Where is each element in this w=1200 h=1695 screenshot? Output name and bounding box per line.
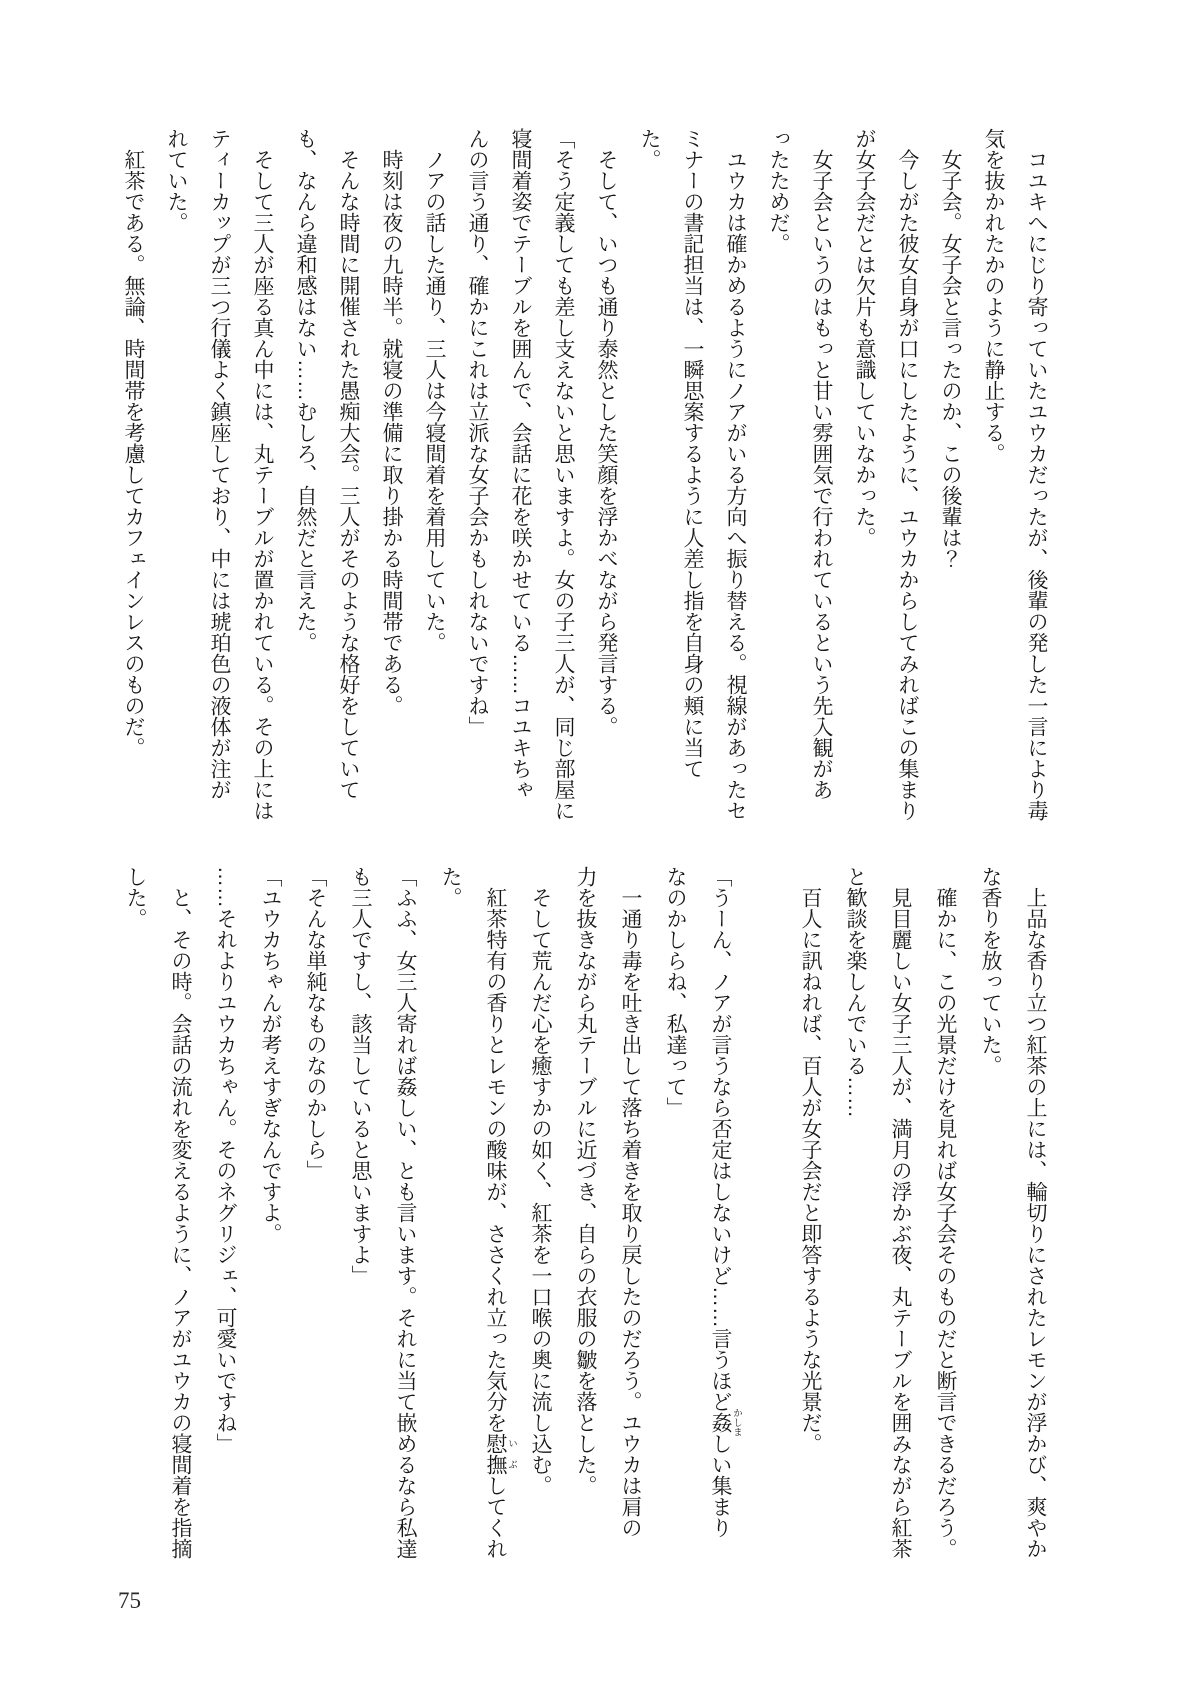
text-line: そして、いつも通り泰然とした笑顔を浮かべながら発言する。 xyxy=(595,128,618,737)
text-line: 一通り毒を吐き出して落ち着きを取り戻したのだろう。ユウカは肩の xyxy=(619,866,642,1538)
text-line: 力を抜きながら丸テーブルに近づき、自らの衣服の皺を落とした。 xyxy=(574,866,597,1496)
text-line xyxy=(743,866,788,1566)
text-line: 「うーん、ノアが言うなら否定はしないけど……言うほど姦 かしましい集まり xyxy=(709,866,742,1538)
text-block-bottom xyxy=(113,866,1058,1566)
text-line: コユキへにじり寄っていたユウカだったが、後輩の発した一言により毒 xyxy=(1025,128,1048,821)
text-line: 上品な香り立つ紅茶の上には、輪切りにされたレモンが浮かび、爽やか xyxy=(1024,866,1047,1559)
text-line: ……それよりユウカちゃん。そのネグリジェ、可愛いですね」 xyxy=(214,866,237,1454)
text-line: 女子会。女子会と言ったのか、この後輩は？ xyxy=(939,128,962,569)
text-line: 今しがた彼女自身が口にしたように、ユウカからしてみればこの集まり xyxy=(896,128,919,821)
text-line: 寝間着姿でテーブルを囲んで、会話に花を咲かせている……コユキちゃ xyxy=(509,128,532,800)
text-line: 「ユウカちゃんが考えすぎなんですよ。 xyxy=(259,866,282,1244)
text-line: ノアの話した通り、三人は今寝間着を着用していた。 xyxy=(423,128,446,653)
page-number: 75 xyxy=(118,1588,141,1613)
text-line: ったためだ。 xyxy=(767,128,790,254)
text-line: も三人ですし、該当していると思いますよ」 xyxy=(349,866,372,1286)
text-line: 百人に訊ねれば、百人が女子会だと即答するような光景だ。 xyxy=(799,866,822,1454)
text-line: んの言う通り、確かにこれは立派な女子会かもしれないですね」 xyxy=(466,128,489,737)
text-line: 「そう定義しても差し支えないと思いますよ。女の子三人が、同じ部屋に xyxy=(552,128,575,821)
text-line: なのかしらね、私達って」 xyxy=(664,866,687,1118)
text-line: 時刻は夜の九時半。就寝の準備に取り掛かる時間帯である。 xyxy=(380,128,403,716)
text-line: な香りを放っていた。 xyxy=(979,866,1002,1076)
text-line: ユウカは確かめるようにノアがいる方向へ振り替える。視線があったセ xyxy=(724,128,747,821)
text-line: そして三人が座る真ん中には、丸テーブルが置かれている。その上には xyxy=(251,128,274,821)
text-line: た。 xyxy=(638,128,661,170)
text-line: 女子会というのはもっと甘い雰囲気で行われているという先入観があ xyxy=(810,128,833,800)
text-line: 気を抜かれたかのように静止する。 xyxy=(982,128,1005,464)
text-line: も、なんら違和感はない……むしろ、自然だと言えた。 xyxy=(294,128,317,653)
text-line: と、その時。会話の流れを変えるように、ノアがユウカの寝間着を指摘 xyxy=(169,866,192,1559)
text-line: と歓談を楽しんでいる…… xyxy=(844,866,867,1118)
text-line: 「ふふ、女三人寄れば姦しい、とも言います。それに当て嵌めるなら私達 xyxy=(394,866,417,1559)
text-line: 紅茶である。無論、時間帯を考慮してカフェインレスのものだ。 xyxy=(122,128,145,758)
text-line: そんな時間に開催された愚痴大会。三人がそのような格好をしていて xyxy=(337,128,360,800)
text-line: れていた。 xyxy=(165,128,188,233)
text-line: そして荒んだ心を癒すかの如く、紅茶を一口喉の奥に流し込む。 xyxy=(529,866,552,1496)
text-line: た。 xyxy=(439,866,462,908)
text-line: が女子会だとは欠片も意識していなかった。 xyxy=(853,128,876,548)
text-line: 「そんな単純なものなのかしら」 xyxy=(304,866,327,1181)
text-block-top xyxy=(112,128,1058,828)
text-line: ミナーの書記担当は、一瞬思案するように人差し指を自身の頬に当て xyxy=(681,128,704,779)
text-line: 確かに、この光景だけを見れば女子会そのものだと断言できるだろう。 xyxy=(934,866,957,1559)
text-line: した。 xyxy=(124,866,147,929)
text-line: 見目麗しい女子三人が、満月の浮かぶ夜、丸テーブルを囲みながら紅茶 xyxy=(889,866,912,1559)
text-line: ティーカップが三つ行儀よく鎮座しており、中には琥珀色の液体が注が xyxy=(208,128,231,800)
text-line: 紅茶特有の香りとレモンの酸味が、ささくれ立った気分を慰撫 いぶしてくれ xyxy=(484,866,517,1559)
